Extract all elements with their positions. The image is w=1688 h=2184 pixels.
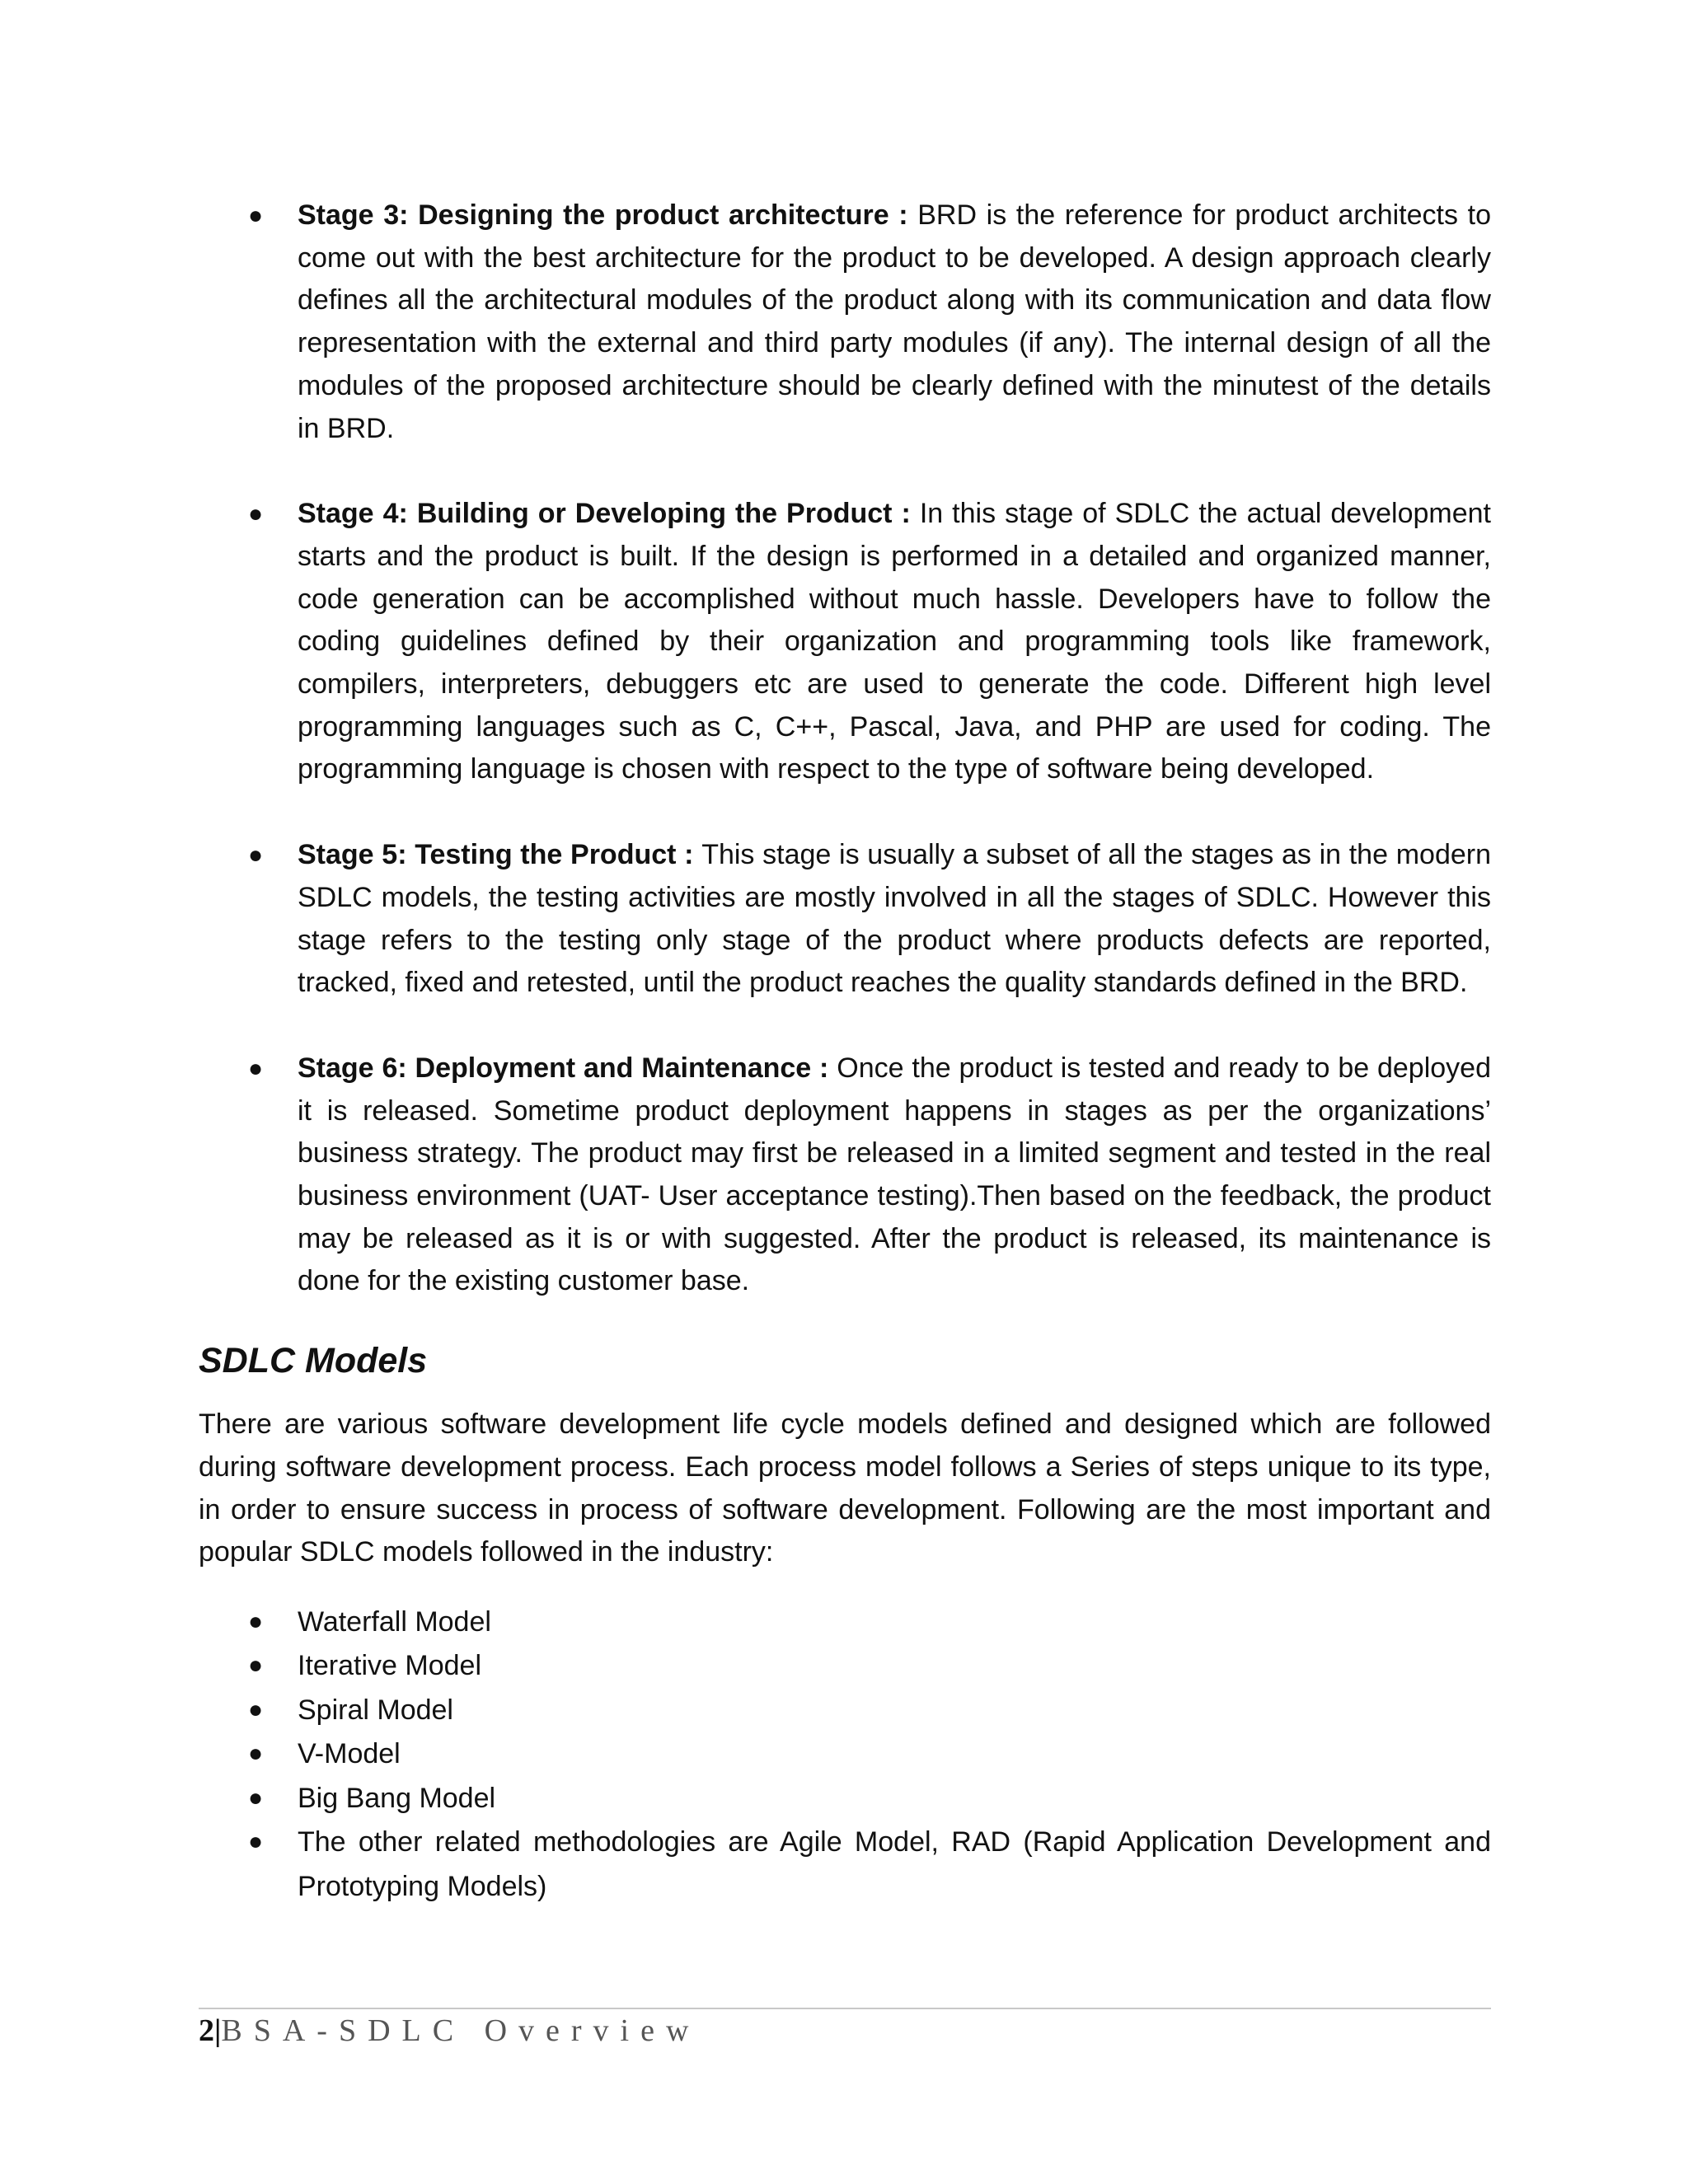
bullet-icon: ● [248,1740,264,1768]
page-content [199,194,1491,1909]
bullet-icon: ● [248,1828,264,1856]
list-item [199,1732,1491,1777]
bullet-icon: ● [248,202,264,229]
bullet-icon: ● [248,841,264,869]
page-number: 2 [199,2013,214,2048]
stage-text: Once the product is tested and ready to be deployed it is released. Sometime product deployment happens in stages as per the organizations’ business strategy. The product may first be released in a limited segment and tested in the real business environment (UAT- User acceptance testing).Then based on the feedback, the product may be released as it is or with suggested. After the product is released, its maintenance is done for the existing customer base. [298,1052,1492,1297]
bullet-icon: ● [248,1652,264,1680]
section-heading: SDLC Models [199,1341,428,1381]
stage-list [199,194,1491,1303]
bullet-icon: ● [248,500,264,528]
model-name: Iterative Model [298,1650,481,1682]
bullet-icon: ● [248,1783,264,1811]
model-name: Waterfall Model [298,1605,491,1638]
stage-item-6 [199,1047,1491,1303]
model-name: Big Bang Model [298,1782,496,1814]
list-item [199,1644,1491,1689]
model-name: Spiral Model [298,1694,453,1726]
footer-title: BSA-SDLC Overview [221,2013,701,2048]
models-list [199,1601,1491,1910]
section-intro: There are various software development life cycle models defined and designed which are followed during software development process. Each process model follows a Series of steps unique to its type, in order to ensure success in process of software development. Following are the most important and popular SDLC models followed in the industry: [199,1408,1491,1568]
stage-text: BRD is the reference for product architects to come out with the best architecture for the product to be developed. A design approach clearly defines all the architectural modules of the product along with its communication and data flow representation with the external and third party modules (if any). The internal design of all the modules of the proposed architecture should be clearly defined with the minutest of the details in BRD. [298,199,1491,444]
stage-title: Stage 6: Deployment and Maintenance : [298,1052,837,1084]
list-item [199,1777,1491,1821]
model-name: The other related methodologies are Agile Model, RAD (Rapid Application Development and Prototyping Models) [298,1826,1491,1902]
list-item [199,1689,1491,1733]
stage-title: Stage 3: Designing the product architecture : [298,199,918,231]
list-item [199,1601,1491,1645]
stage-item-3 [199,194,1491,450]
model-name: V-Model [298,1738,401,1770]
stage-item-4 [199,493,1491,791]
stage-title: Stage 5: Testing the Product : [298,839,702,871]
stage-text: In this stage of SDLC the actual development starts and the product is built. If the design is performed in a detailed and organized manner, code generation can be accomplished without much hassle. Developers have to follow the coding guidelines defined by their organization and programming tools like framework, compilers, interpreters, debuggers etc are used to generate the code. Different high level programming languages such as C, C++, Pascal, Java, and PHP are used for coding. The programming language is chosen with respect to the type of software being developed. [298,498,1492,785]
page-footer [199,2006,700,2055]
list-item [199,1821,1491,1909]
stage-text: This stage is usually a subset of all the stages as in the modern SDLC models, the testing activities are mostly involved in all the stages of SDLC. However this stage refers to the testing only stage of the product where products defects are reported, tracked, fixed and retested, until the product reaches the quality standards defined in the BRD. [298,839,1491,999]
stage-item-5 [199,834,1491,1005]
bullet-icon: ● [248,1607,264,1635]
bullet-icon: ● [248,1054,264,1082]
bullet-icon: ● [248,1695,264,1723]
footer-separator: | [214,2013,222,2048]
stage-title: Stage 4: Building or Developing the Product : [298,498,920,530]
